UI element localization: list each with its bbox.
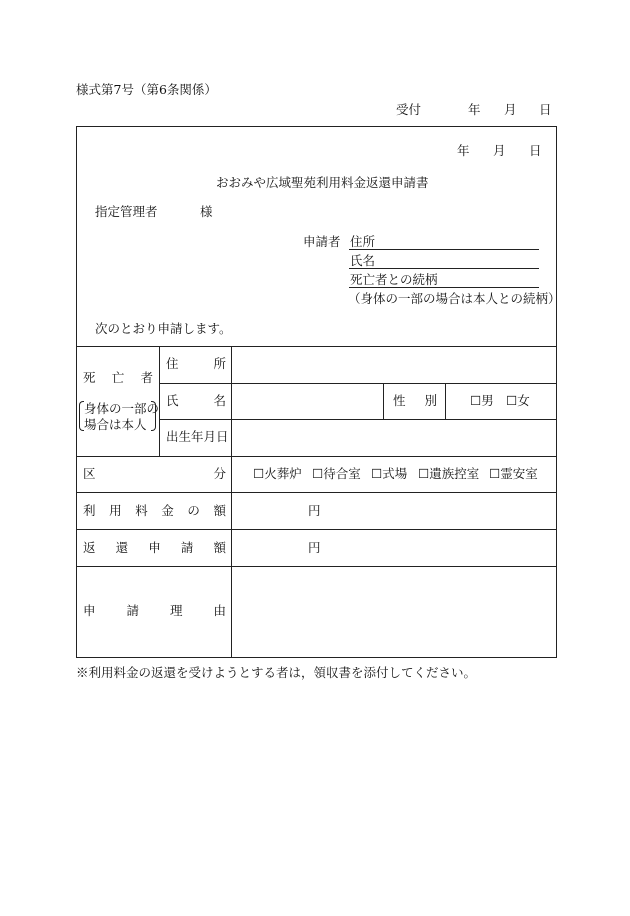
column-rule (159, 346, 160, 456)
column-rule (231, 346, 232, 657)
addressee-honorific: 様 (200, 204, 213, 219)
applicant-relation-note: （身体の一部の場合は本人との続柄） (348, 291, 561, 306)
label-char: 返 (83, 540, 96, 555)
applicant-name-label: 氏名 (350, 253, 376, 268)
fee-label (83, 505, 226, 518)
date-day: 日 (529, 143, 542, 158)
row-rule (76, 456, 557, 457)
row-rule (76, 529, 557, 530)
footnote: ※利用料金の返還を受けようとする者は，領収書を添付してください。 (76, 665, 477, 680)
receipt-day: 日 (539, 102, 552, 117)
receipt-year: 年 (468, 102, 481, 117)
category-option-ceremony-hall[interactable]: ☐式場 (371, 466, 408, 481)
deceased-birth-label: 出生年月日 (166, 429, 229, 444)
label-char: 性 (393, 393, 406, 408)
table-top-rule (76, 346, 557, 347)
label-char: の (187, 503, 200, 518)
label-char: 金 (161, 503, 174, 518)
applicant-relation-field[interactable] (349, 287, 539, 288)
gender-option-male[interactable]: ☐男 (470, 393, 494, 408)
label-char: 名 (213, 393, 226, 408)
category-option-family-room[interactable]: ☐遺族控室 (418, 466, 480, 481)
row-rule (76, 566, 557, 567)
label-char: 住 (166, 356, 179, 371)
form-title: おおみや広域聖苑利用料金返還申請書 (216, 175, 429, 190)
row-rule (159, 383, 557, 384)
label-char: 別 (424, 393, 437, 408)
applicant-label: 申請者 (303, 234, 341, 249)
label-char: 死 (83, 370, 96, 385)
deceased-address-label (166, 358, 226, 371)
applicant-name-field[interactable] (349, 268, 539, 269)
gender-option-female[interactable]: ☐女 (506, 393, 530, 408)
refund-label (83, 542, 226, 555)
label-char: 由 (213, 603, 226, 618)
row-rule (159, 419, 557, 420)
label-char: 料 (135, 503, 148, 518)
column-rule (445, 383, 446, 419)
deceased-note-line2: 場合は本人 (84, 417, 147, 432)
refund-unit: 円 (308, 540, 321, 555)
label-char: 申 (83, 603, 96, 618)
category-option-furnace[interactable]: ☐火葬炉 (253, 466, 302, 481)
applicant-address-field[interactable] (349, 249, 539, 250)
label-char: 利 (83, 503, 96, 518)
fee-unit: 円 (308, 503, 321, 518)
receipt-month: 月 (504, 102, 517, 117)
applicant-relation-label: 死亡者との続柄 (350, 272, 438, 287)
label-char: 還 (115, 540, 129, 555)
label-char: 用 (109, 503, 122, 518)
category-label (83, 468, 226, 481)
label-char: 氏 (166, 393, 179, 408)
reason-label (83, 605, 226, 618)
label-char: 額 (213, 540, 226, 555)
reason-field[interactable] (240, 574, 550, 650)
column-rule (383, 383, 384, 419)
form-number: 様式第7号（第6条関係） (76, 82, 217, 97)
label-char: 所 (213, 356, 226, 371)
label-char: 者 (140, 370, 153, 385)
label-char: 区 (83, 466, 96, 481)
deceased-name-label (166, 395, 226, 408)
date-year: 年 (457, 143, 470, 158)
label-char: 分 (213, 466, 226, 481)
note-right-bracket (151, 401, 156, 431)
deceased-gender-label (393, 395, 437, 408)
label-char: 亡 (111, 370, 125, 385)
label-char: 申 (148, 540, 161, 555)
category-option-mortuary[interactable]: ☐霊安室 (489, 466, 538, 481)
addressee-label: 指定管理者 (95, 204, 158, 219)
category-option-waiting-room[interactable]: ☐待合室 (312, 466, 361, 481)
receipt-label: 受付 (396, 102, 422, 117)
intro-text: 次のとおり申請します。 (95, 321, 232, 336)
date-month: 月 (493, 143, 506, 158)
label-char: 請 (180, 540, 194, 555)
deceased-note-line1: 身体の一部の (84, 401, 160, 416)
deceased-label (83, 372, 153, 385)
applicant-address-label: 住所 (350, 234, 376, 249)
label-char: 請 (126, 603, 139, 618)
label-char: 額 (213, 503, 226, 518)
row-rule (76, 492, 557, 493)
label-char: 理 (169, 603, 183, 618)
